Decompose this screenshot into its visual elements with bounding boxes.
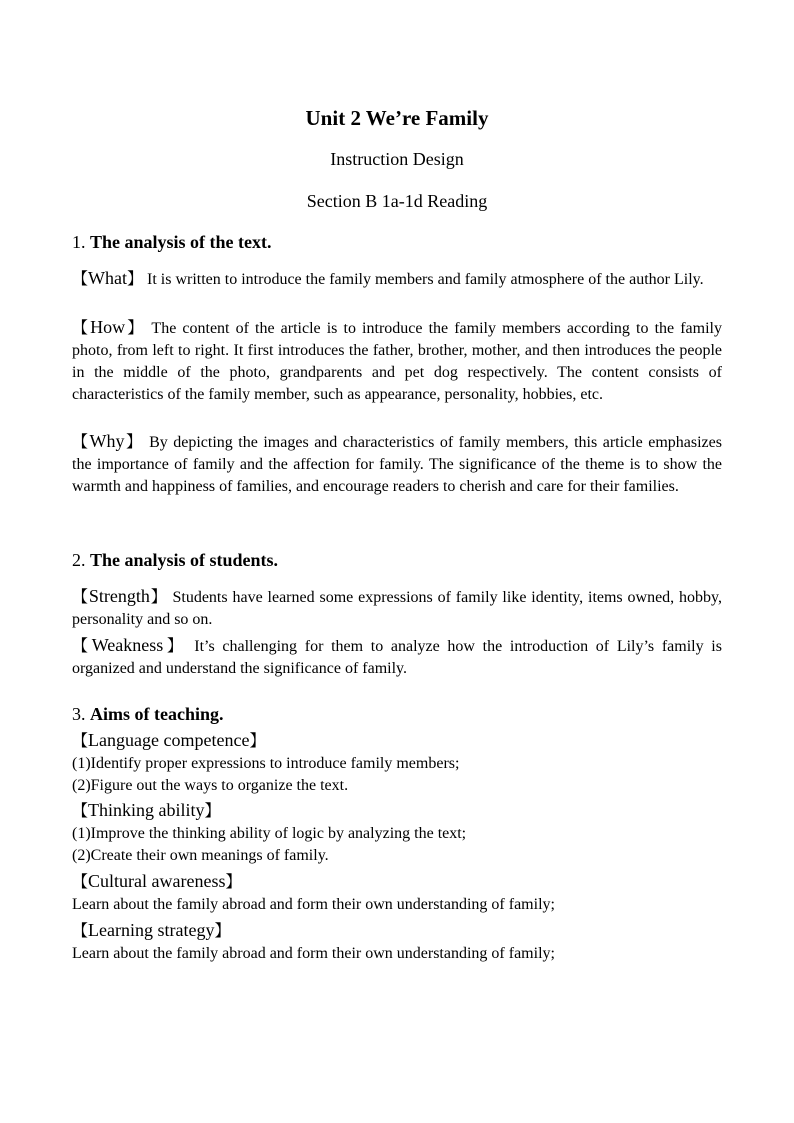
paragraph-how: 【How】 The content of the article is to introduce the family members according to the family photo, from left to right. It first introduces the father, brother, mother, and then introduces the people in the middle of the photo, grandparents and pet dog respectively. The content consists of characteristics of the family member, such as appearance, personality, hobbies, etc. <box>72 317 722 403</box>
paragraph-text: The content of the article is to introduce the family members according to the family photo, from left to right. It first introduces the father, brother, mother, and then introduces the people in the middle of the photo, grandparents and pet dog respectively. The content consists of characteristics of the family member, such as appearance, personality, hobbies, etc. <box>72 320 722 403</box>
section-heading-label: Aims of teaching. <box>90 704 224 724</box>
aim-line: (2)Create their own meanings of family. <box>72 847 329 864</box>
paragraph-tag: Weakness <box>91 635 164 655</box>
section-heading-text-analysis <box>72 230 272 254</box>
aim-line: (1)Improve the thinking ability of logic by analyzing the text; <box>72 825 467 842</box>
paragraph-what: 【What】 It is written to introduce the family members and family atmosphere of the author Lily. <box>72 268 704 288</box>
paragraph-why: 【Why】 By depicting the images and characteristics of family members, this article emphasizes the importance of family and the affection for family. The significance of the theme is to show the warmth and happiness of families, and encourage readers to cherish and care for their families. <box>72 431 722 495</box>
aim-tag-thinking-ability: 【Thinking ability】 <box>72 800 221 820</box>
paragraph-strength: 【Strength】 Students have learned some expressions of family like identity, items owned, hobby, personality and so on. <box>72 586 722 628</box>
paragraph-text: Students have learned some expressions of family like identity, items owned, hobby, personality and so on. <box>72 589 722 628</box>
paragraph-tag: What <box>88 268 127 288</box>
paragraph-tag: How <box>90 317 126 337</box>
paragraph-weakness: 【Weakness】 It’s challenging for them to analyze how the introduction of Lily’s family is organized and understand the significance of family. <box>72 635 722 677</box>
paragraph-tag: Why <box>89 431 125 451</box>
section-label: Section B 1a-1d Reading <box>306 191 488 211</box>
aim-tag-learning-strategy: 【Learning strategy】 <box>72 920 231 940</box>
paragraph-text: It’s challenging for them to analyze how the introduction of Lily’s family is organized and understand the significance of family. <box>72 638 722 677</box>
paragraph-text: By depicting the images and characteristics of family members, this article emphasizes the importance of family and the affection for family. The significance of the theme is to show the warmth and happiness of families, and encourage readers to cherish and care for their families. <box>72 434 722 495</box>
aim-tag-language-competence: 【Language competence】 <box>72 730 266 750</box>
section-heading-aims <box>72 702 224 726</box>
paragraph-text: It is written to introduce the family members and family atmosphere of the author Lily. <box>147 271 704 288</box>
document-subtitle: Instruction Design <box>330 149 464 169</box>
section-heading-label: The analysis of students. <box>90 550 279 570</box>
aim-line: Learn about the family abroad and form their own understanding of family; <box>72 896 555 913</box>
paragraph-tag: Strength <box>88 586 150 606</box>
aim-line: (1)Identify proper expressions to introduce family members; <box>72 755 460 772</box>
section-number: 3. <box>72 704 86 724</box>
document-title: Unit 2 We’re Family <box>305 106 489 130</box>
aim-line: (2)Figure out the ways to organize the text. <box>72 777 349 794</box>
section-number: 2. <box>72 550 86 570</box>
section-heading-label: The analysis of the text. <box>90 232 272 252</box>
section-number: 1. <box>72 232 86 252</box>
aim-line: Learn about the family abroad and form their own understanding of family; <box>72 945 555 962</box>
section-heading-student-analysis <box>72 548 278 572</box>
aim-tag-cultural-awareness: 【Cultural awareness】 <box>72 871 242 891</box>
